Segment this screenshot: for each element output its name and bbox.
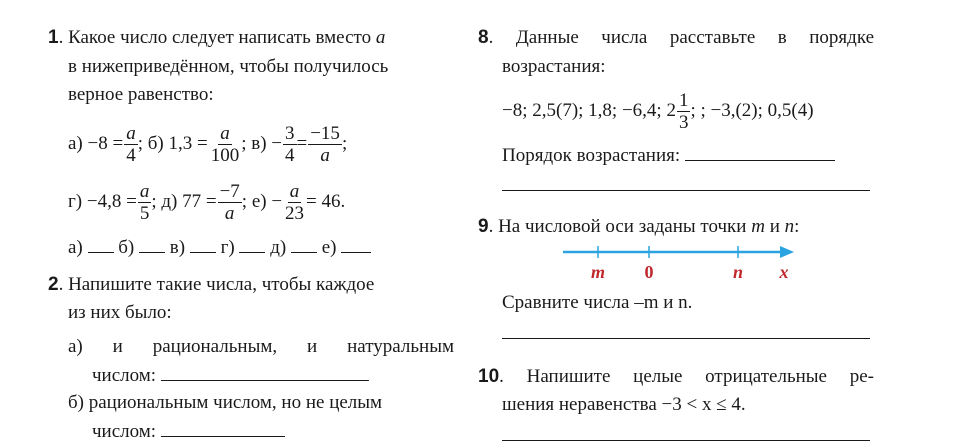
eq-g-fraction bbox=[138, 181, 152, 224]
eq-e-den: 23 bbox=[285, 202, 305, 224]
eq-v-den: 4 bbox=[285, 144, 295, 166]
eq-v-fraction-1 bbox=[283, 123, 297, 166]
answer-b-blank[interactable] bbox=[139, 236, 165, 253]
task-8-line-1: 8. Данные числа расставьте в порядке bbox=[478, 27, 875, 48]
task-2-b-line-1: б) рациональным числом, но не целым bbox=[68, 392, 383, 413]
eq-v-den-2: a bbox=[320, 144, 330, 166]
task-9-line-1: 9. На числовой оси заданы точки m и n: bbox=[478, 216, 800, 237]
eq-e-num: a bbox=[289, 180, 300, 202]
task-9-var-n: n bbox=[784, 216, 795, 237]
axis-arrow-icon bbox=[780, 246, 794, 258]
task-1-answers bbox=[68, 236, 371, 259]
task-2-line-2: из них было: bbox=[68, 302, 172, 323]
answer-b-label: б) bbox=[118, 237, 135, 258]
task-1-var: a bbox=[375, 27, 386, 48]
eq-e-label: е) − bbox=[251, 191, 283, 212]
task-9-text: На числовой оси заданы точки bbox=[498, 216, 747, 237]
eq-b-fraction bbox=[209, 123, 242, 166]
answer-v-label: в) bbox=[169, 237, 186, 258]
answer-a-blank[interactable] bbox=[88, 236, 114, 253]
task-10-number: 10 bbox=[478, 366, 500, 387]
answer-d-label: д) bbox=[270, 237, 287, 258]
eq-b-den: 100 bbox=[210, 144, 240, 166]
eq-v-num-2: −15 bbox=[310, 122, 340, 144]
eq-d-num: −7 bbox=[219, 180, 240, 202]
task-8-answer-line[interactable] bbox=[502, 190, 870, 191]
eq-g-label: г) −4,8 = bbox=[68, 191, 137, 212]
answer-d-blank[interactable] bbox=[291, 236, 317, 253]
task-8-sequence bbox=[502, 86, 814, 136]
eq-b-label: б) 1,3 = bbox=[147, 133, 208, 154]
task-9-colon: : bbox=[794, 216, 800, 237]
task-10-text-1: Напишите целые отрицательные ре- bbox=[526, 366, 874, 387]
eq-e-rest: = 46. bbox=[306, 191, 346, 212]
answer-e-label: е) bbox=[321, 237, 337, 258]
task-2-a-label: числом: bbox=[92, 365, 157, 386]
axis-label-x: x bbox=[779, 262, 789, 282]
task-8-line-2: возрастания: bbox=[502, 56, 606, 77]
task-8-mixed-fraction bbox=[677, 90, 691, 133]
task-10-line-1: 10. Напишите целые отрицательные ре- bbox=[478, 366, 874, 387]
axis-label-0: 0 bbox=[644, 262, 654, 282]
task-9-number: 9 bbox=[478, 216, 489, 237]
answer-g-label: г) bbox=[220, 237, 235, 258]
task-9-answer-line[interactable] bbox=[502, 338, 870, 339]
answer-a-label: а) bbox=[68, 237, 83, 258]
eq-g-den: 5 bbox=[139, 202, 150, 224]
task-2-text-1: Напишите такие числа, чтобы каждое bbox=[68, 274, 375, 295]
task-1-text-1: Какое число следует написать вместо bbox=[68, 27, 372, 48]
task-10-line-2: шения неравенства −3 < x ≤ 4. bbox=[502, 394, 746, 415]
task-9-compare: Сравните числа –m и n. bbox=[502, 292, 693, 313]
task-2-line-1: 2. Напишите такие числа, чтобы каждое bbox=[48, 274, 375, 295]
eq-a-num: a bbox=[126, 122, 136, 144]
task-1-equations-row-1 bbox=[68, 118, 347, 170]
eq-g-sep: ; bbox=[151, 191, 157, 212]
axis-label-m: m bbox=[590, 262, 606, 282]
task-8-order-blank[interactable] bbox=[685, 144, 835, 161]
eq-v-num: 3 bbox=[285, 122, 295, 144]
eq-d-sep: ; bbox=[241, 191, 248, 212]
eq-b-sep: ; bbox=[241, 133, 247, 154]
answer-e-blank[interactable] bbox=[341, 236, 371, 253]
task-8-mixed-den: 3 bbox=[678, 111, 689, 133]
task-10-answer-line[interactable] bbox=[502, 440, 870, 441]
task-8-mixed-num: 1 bbox=[678, 89, 689, 111]
eq-d-label: д) 77 = bbox=[161, 191, 217, 212]
eq-a-fraction bbox=[124, 123, 138, 166]
axis-label-n: n bbox=[732, 262, 744, 282]
eq-v-eq: = bbox=[296, 133, 308, 154]
task-2-a-line-1: а) и рациональным, и натуральным bbox=[68, 336, 454, 357]
task-8-number: 8 bbox=[478, 27, 489, 48]
task-8-seq-before: −8; 2,5(7); 1,8; −6,4; 2 bbox=[502, 100, 676, 121]
answer-g-blank[interactable] bbox=[239, 236, 265, 253]
task-8-order-label: Порядок возрастания: bbox=[502, 145, 681, 166]
eq-e-fraction bbox=[283, 181, 306, 224]
task-1-line-1: 1. Какое число следует написать вместо a bbox=[48, 27, 386, 48]
task-1-line-2: в нижеприведённом, чтобы получилось bbox=[68, 56, 389, 77]
task-8-text-1: Данные числа расставьте в порядке bbox=[515, 27, 875, 48]
task-1-line-3: верное равенство: bbox=[68, 84, 214, 105]
eq-a-label: а) −8 = bbox=[68, 133, 124, 154]
task-1-equations-row-2 bbox=[68, 176, 345, 228]
task-2-b-label: числом: bbox=[92, 421, 157, 442]
eq-b-num: a bbox=[220, 122, 230, 144]
eq-a-sep: ; bbox=[137, 133, 143, 154]
task-9-var-m: m bbox=[751, 216, 765, 237]
eq-d-fraction bbox=[218, 181, 242, 224]
task-2-a-blank[interactable] bbox=[161, 364, 369, 381]
eq-v-sep: ; bbox=[341, 133, 348, 154]
number-axis bbox=[558, 238, 798, 286]
task-8-order-line bbox=[502, 144, 835, 167]
task-2-b-blank[interactable] bbox=[161, 420, 285, 437]
task-2-b-line-2 bbox=[92, 420, 285, 443]
task-9-and: и bbox=[769, 216, 780, 237]
eq-a-den: 4 bbox=[126, 144, 136, 166]
eq-v-fraction-2 bbox=[308, 123, 342, 166]
answer-v-blank[interactable] bbox=[190, 236, 216, 253]
eq-v-label: в) − bbox=[251, 133, 282, 154]
eq-g-num: a bbox=[139, 180, 150, 202]
task-8-seq-after: ; ; −3,(2); 0,5(4) bbox=[690, 100, 814, 121]
task-1-number: 1 bbox=[48, 27, 59, 48]
task-2-number: 2 bbox=[48, 274, 59, 295]
eq-d-den: a bbox=[224, 202, 235, 224]
task-2-a-line-2 bbox=[92, 364, 369, 387]
